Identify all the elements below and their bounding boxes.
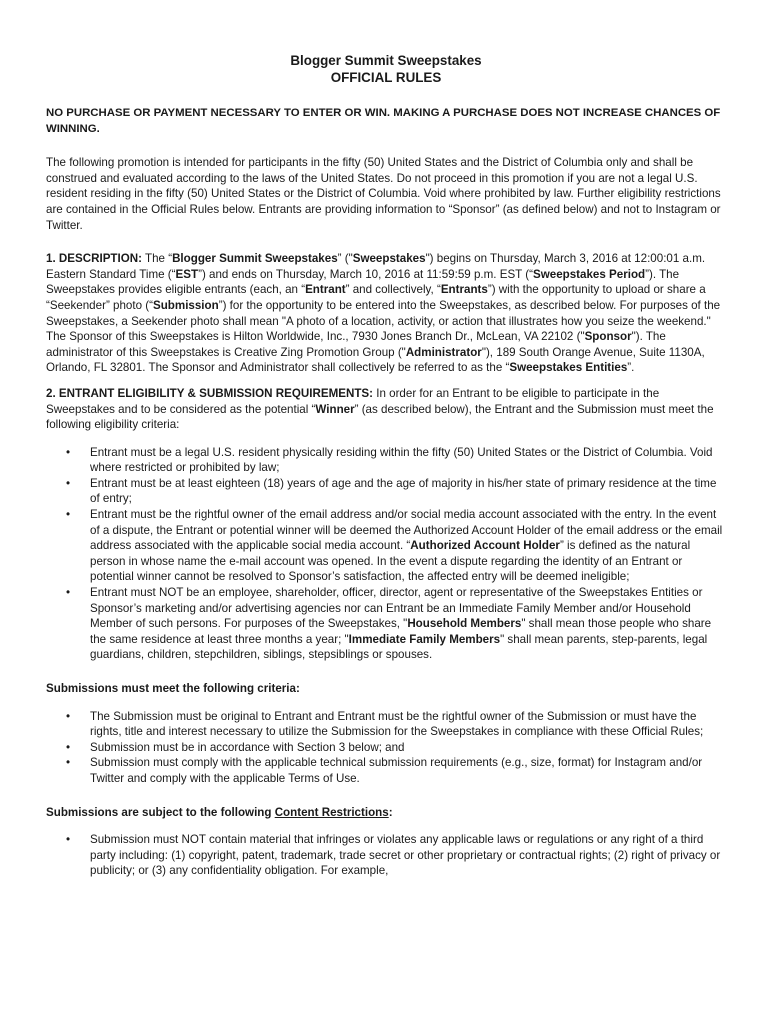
content-restrictions-list: [46, 832, 726, 879]
section-eligibility: 2. ENTRANT ELIGIBILITY & SUBMISSION REQUIREMENTS: In order for an Entrant to be eligible to participate in the Sweepstakes and to be considered as the potential “Winner” (as described below), the Entrant and the Submission must meet the following eligibility criteria:: [46, 386, 714, 432]
intro-paragraph: The following promotion is intended for participants in the fifty (50) United States and the District of Columbia only and shall be construed and evaluated according to the laws of the United States. Do not proceed in this promotion if you are not a legal U.S. resident residing in the fifty (50) United States or the District of Columbia. Void where prohibited by law. Further eligibility restrictions are contained in the Official Rules below. Entrants are providing information to “Sponsor” (as defined below) and not to Instagram or Twitter.: [46, 156, 721, 232]
document-title: Blogger Summit Sweepstakes: [290, 53, 482, 68]
list-item: • The Submission must be original to Entrant and Entrant must be the rightful owner of the Submission or must have the rights, title and interest necessary to utilize the Submission for the Sweepstakes in compliance with these Official Rules;: [46, 709, 726, 740]
document-subtitle: OFFICIAL RULES: [330, 70, 442, 85]
no-purchase-notice: NO PURCHASE OR PAYMENT NECESSARY TO ENTER OR WIN. MAKING A PURCHASE DOES NOT INCREASE CHANCES OF WINNING.: [46, 107, 721, 135]
list-item: • Submission must comply with the applicable technical submission requirements (e.g., size, format) for Instagram and/or Twitter and comply with the applicable Terms of Use.: [46, 755, 726, 786]
section-heading: 1. DESCRIPTION:: [46, 252, 142, 266]
list-item: • Submission must be in accordance with Section 3 below; and: [46, 740, 726, 756]
list-item: • Entrant must be the rightful owner of the email address and/or social media account associated with the entry. In the event of a dispute, the Entrant or potential winner will be deemed the Authorized Account Holder of the email address or the email address associated with the applicable social media account. “Authorized Account Holder” is defined as the natural person in whose name the e-mail account was opened. In the event a dispute regarding the identity of an Entrant or potential winner cannot be resolved to Sponsor’s satisfaction, the affected entry will be deemed ineligible;: [46, 507, 726, 585]
section-description: 1. DESCRIPTION: The “Blogger Summit Sweepstakes” ("Sweepstakes") begins on Thursday, March 3, 2016 at 12:00:01 a.m. Eastern Standard Time (“EST”) and ends on Thursday, March 10, 2016 at 11:59:59 p.m. EST (“Sweepstakes Period”). The Sweepstakes provides eligible entrants (each, an “Entrant” and collectively, “Entrants”) with the opportunity to upload or share a “Seekender” photo (“Submission”) for the opportunity to be entered into the Sweepstakes, as described below. For purposes of the Sweepstakes, a Seekender photo shall mean "A photo of a location, activity, or action that illustrates how you seize the weekend." The Sponsor of this Sweepstakes is Hilton Worldwide, Inc., 7930 Jones Branch Dr., McLean, VA 22102 ("Sponsor"). The administrator of this Sweepstakes is Creative Zing Promotion Group ("Administrator"), 189 South Orange Avenue, Suite 1130A, Orlando, FL 32801. The Sponsor and Administrator shall collectively be referred to as the “Sweepstakes Entities”.: [46, 252, 721, 375]
list-item: • Submission must NOT contain material that infringes or violates any applicable laws or regulations or any right of a third party including: (1) copyright, patent, trademark, trade secret or other proprietary or contractual rights; (2) right of privacy or publicity; or (3) any confidentiality obligation. For example,: [46, 832, 726, 879]
list-item: • Entrant must be a legal U.S. resident physically residing within the fifty (50) United States or the District of Columbia. Void where restricted or prohibited by law;: [46, 445, 726, 476]
section-heading: 2. ENTRANT ELIGIBILITY & SUBMISSION REQUIREMENTS:: [46, 386, 374, 400]
list-item: • Entrant must be at least eighteen (18) years of age and the age of majority in his/her state of primary residence at the time of entry;: [46, 476, 726, 507]
eligibility-list: [46, 445, 726, 663]
content-restrictions-heading: Submissions are subject to the following Content Restrictions:: [46, 805, 393, 819]
list-item: • Entrant must NOT be an employee, shareholder, officer, director, agent or representative of the Sweepstakes Entities or Sponsor’s marketing and/or advertising agencies nor can Entrant be an Immediate Family Member and/or Household Member of such persons. For purposes of the Sweepstakes, "Household Members" shall mean those people who share the same residence at least three months a year; "Immediate Family Members" shall mean parents, step-parents, legal guardians, children, stepchildren, siblings, stepsiblings or spouses.: [46, 585, 726, 663]
criteria-heading: Submissions must meet the following criteria:: [46, 682, 300, 695]
criteria-list: [46, 709, 726, 787]
